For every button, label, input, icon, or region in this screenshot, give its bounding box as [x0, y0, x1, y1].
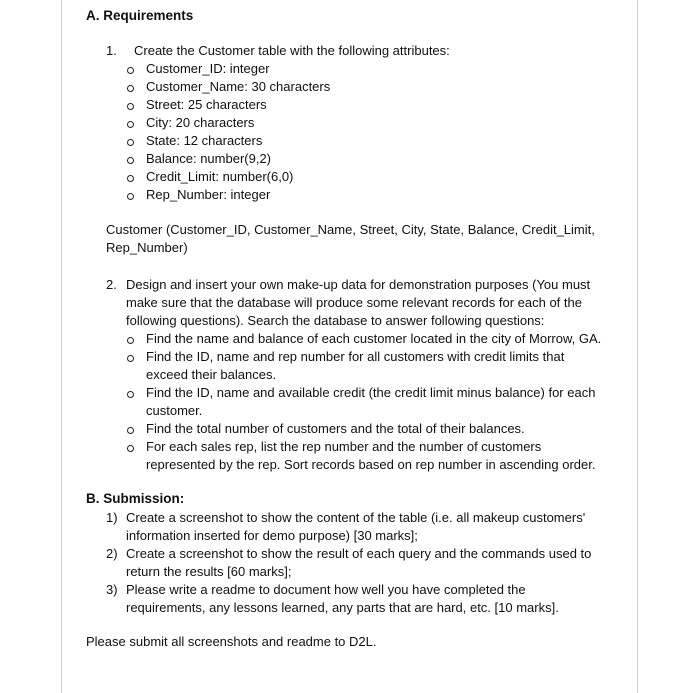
submission-3-number: 3) [106, 582, 118, 597]
section-b-heading: B. Submission: [86, 491, 185, 506]
item-2-line: Design and insert your own make-up data for demonstration purposes (You must [126, 277, 591, 292]
bullet-icon [127, 193, 134, 200]
submission-item: Create a screenshot to show the result of each query and the commands used to [126, 546, 592, 561]
page-border-right [637, 0, 638, 693]
submission-item-continued: requirements, any lessons learned, any parts that are hard, etc. [10 marks]. [126, 600, 559, 615]
attribute-item: Customer_Name: 30 characters [146, 79, 331, 94]
attribute-item: Credit_Limit: number(6,0) [146, 169, 294, 184]
submission-item: Create a screenshot to show the content of the table (i.e. all makeup customers' [126, 510, 586, 525]
attribute-item: Balance: number(9,2) [146, 151, 272, 166]
bullet-icon [127, 67, 134, 74]
bullet-icon [127, 103, 134, 110]
section-a-heading: A. Requirements [86, 8, 194, 23]
bullet-icon [127, 337, 134, 344]
attribute-item: City: 20 characters [146, 115, 255, 130]
bullet-icon [127, 157, 134, 164]
bullet-icon [127, 391, 134, 398]
question-item: For each sales rep, list the rep number and the number of customers [146, 439, 542, 454]
attribute-item: Rep_Number: integer [146, 187, 271, 202]
item-2-line: make sure that the database will produce some relevant records for each of the [126, 295, 582, 310]
question-item: Find the ID, name and rep number for all customers with credit limits that [146, 349, 565, 364]
bullet-icon [127, 121, 134, 128]
question-item: Find the total number of customers and the total of their balances. [146, 421, 525, 436]
submission-item-continued: information inserted for demo purpose) [30 marks]; [126, 528, 418, 543]
bullet-icon [127, 445, 134, 452]
submission-item: Please write a readme to document how well you have completed the [126, 582, 526, 597]
footer-note: Please submit all screenshots and readme to D2L. [86, 634, 377, 649]
question-item: Find the name and balance of each customer located in the city of Morrow, GA. [146, 331, 602, 346]
bullet-icon [127, 427, 134, 434]
question-item: Find the ID, name and available credit (the credit limit minus balance) for each [146, 385, 596, 400]
schema-line-2: Rep_Number) [106, 240, 188, 255]
submission-item-continued: return the results [60 marks]; [126, 564, 292, 579]
bullet-icon [127, 355, 134, 362]
submission-1-number: 1) [106, 510, 118, 525]
attribute-item: Customer_ID: integer [146, 61, 270, 76]
item-1-number: 1. [106, 43, 117, 58]
item-2-number: 2. [106, 277, 117, 292]
question-item-continued: represented by the rep. Sort records based on rep number in ascending order. [146, 457, 596, 472]
question-item-continued: exceed their balances. [146, 367, 277, 382]
schema-line-1: Customer (Customer_ID, Customer_Name, Street, City, State, Balance, Credit_Limit, [106, 222, 595, 237]
question-item-continued: customer. [146, 403, 203, 418]
item-2-line: following questions). Search the database to answer following questions: [126, 313, 545, 328]
item-1-text: Create the Customer table with the following attributes: [134, 43, 450, 58]
bullet-icon [127, 85, 134, 92]
attribute-item: Street: 25 characters [146, 97, 267, 112]
bullet-icon [127, 139, 134, 146]
attribute-item: State: 12 characters [146, 133, 263, 148]
bullet-icon [127, 175, 134, 182]
submission-2-number: 2) [106, 546, 118, 561]
page-border-left [61, 0, 62, 693]
